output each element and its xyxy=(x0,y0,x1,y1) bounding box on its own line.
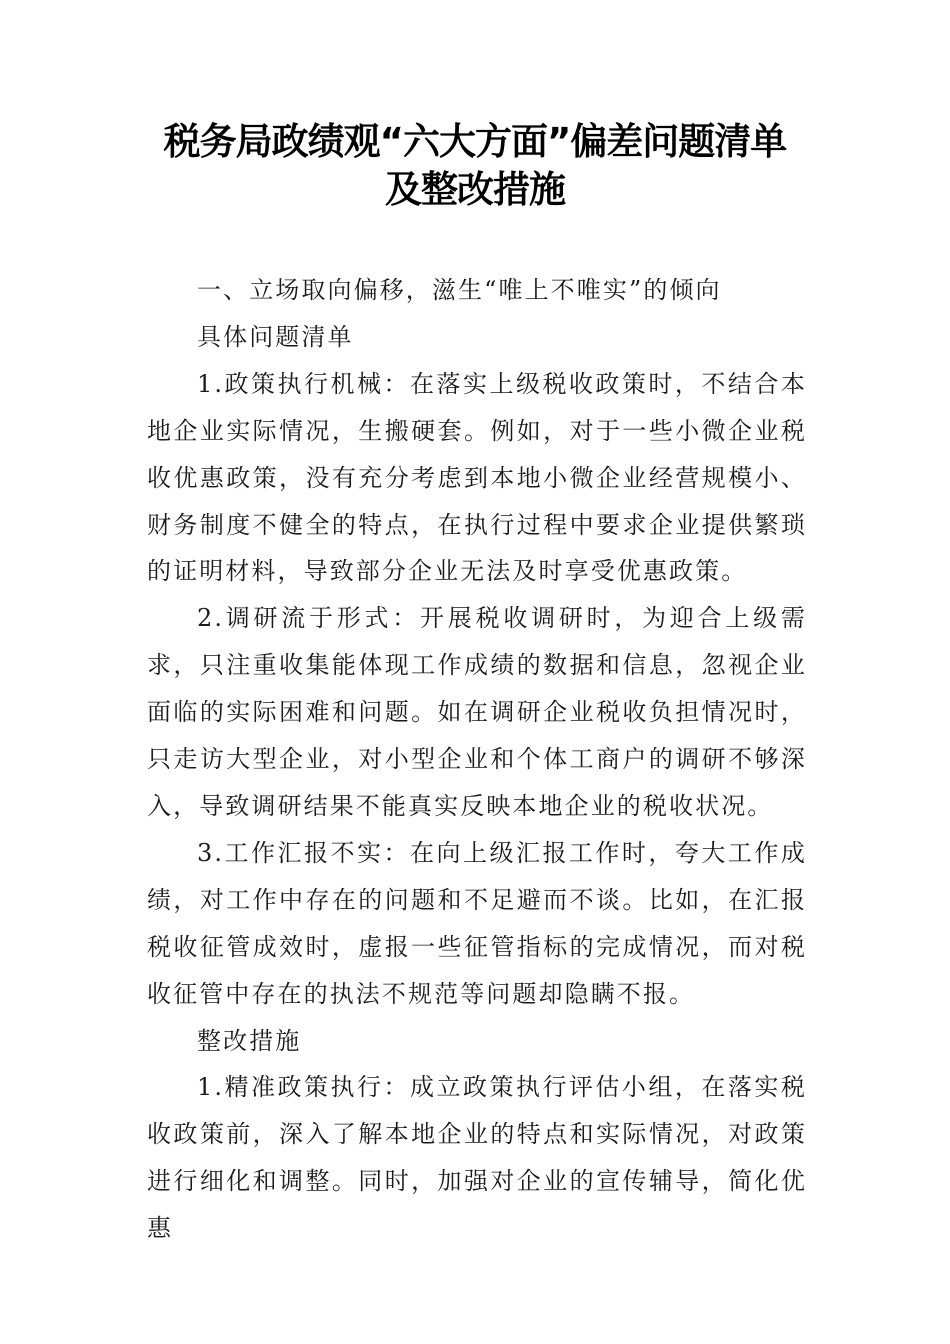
problems-label: 具体问题清单 xyxy=(197,322,354,351)
measure-item-1: 1.精准政策执行：成立政策执行评估小组，在落实税收政策前，深入了解本地企业的特点和实际情况，对政策进行细化和调整。同时，加强对企业的宣传辅导，简化优惠 xyxy=(147,1073,807,1243)
document-body xyxy=(147,267,807,1252)
document-title xyxy=(100,118,850,214)
problem-item-3: 3.工作汇报不实：在向上级汇报工作时，夸大工作成绩，对工作中存在的问题和不足避而不谈。比如，在汇报税收征管成效时，虚报一些征管指标的完成情况，而对税收征管中存在的执法不规范等问题却隐瞒不报。 xyxy=(147,838,807,1008)
problem-item-1: 1.政策执行机械：在落实上级税收政策时，不结合本地企业实际情况，生搬硬套。例如，对于一些小微企业税收优惠政策，没有充分考虑到本地小微企业经营规模小、财务制度不健全的特点，在执行过程中要求企业提供繁琐的证明材料，导致部分企业无法及时享受优惠政策。 xyxy=(147,369,807,586)
section-heading: 一、立场取向偏移，滋生“唯上不唯实”的倾向 xyxy=(197,276,722,304)
title-line-2: 及整改措施 xyxy=(385,168,565,211)
problem-item-2: 2.调研流于形式：开展税收调研时，为迎合上级需求，只注重收集能体现工作成绩的数据和信息，忽视企业面临的实际困难和问题。如在调研企业税收负担情况时，只走访大型企业，对小型企业和个体工商户的调研不够深入，导致调研结果不能真实反映本地企业的税收状况。 xyxy=(147,604,807,820)
measures-label: 整改措施 xyxy=(197,1026,302,1055)
title-line-1: 税务局政绩观“六大方面”偏差问题清单 xyxy=(163,120,787,163)
